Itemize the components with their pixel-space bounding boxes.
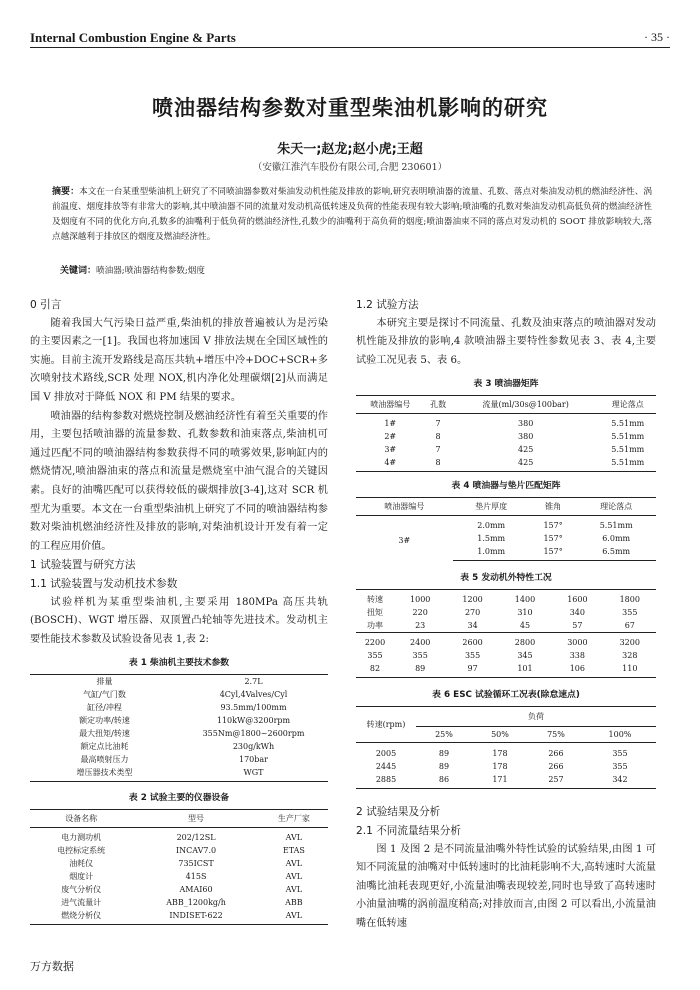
table-row — [356, 414, 656, 431]
table-row — [356, 430, 656, 443]
table-cell: 202/12SL — [176, 833, 216, 843]
table-cell: 86 — [416, 773, 472, 789]
table-cell: INCAV7.0 — [175, 846, 217, 856]
table-cell: 2200 — [356, 633, 394, 650]
journal-name: Internal Combustion Engine & Parts — [30, 30, 236, 45]
table-cell: 3# — [384, 445, 397, 455]
page-number: · 35 · — [644, 30, 670, 44]
table-row — [30, 870, 328, 883]
table-cell: 5.51mm — [611, 432, 645, 442]
table2-caption: 表 2 试验主要的仪器设备 — [128, 793, 230, 804]
table-cell: 110kW@3200rpm — [216, 716, 291, 726]
table-cell: 355Nm@1800~2600rpm — [202, 729, 305, 739]
table-cell: 6.5mm — [576, 545, 656, 561]
subsection-heading: 2.1 不同流量结果分析 — [356, 824, 461, 837]
table-header-cell: 理论落点 — [576, 498, 656, 516]
paragraph: 喷油器的结构参数对燃烧控制及燃油经济性有着至关重要的作用，主要包括喷油器的流量参数、孔数参数和油束落点,柴油机可通过匹配不同的喷油器结构参数获得不同的喷雾效果,影响缸内的燃烧情况,喷油器油束的落点和流量是燃烧室中油气混合的关键因素。良好的油嘴匹配可以获得较低的碳烟排放[3-4],这对 SCR 机型尤为重要。本文在一台重型柴油机上研究了不同的喷油器结构参数对柴油机燃油经济性及排放的影响,对柴油机设计开发有着一定的工程应用价值。 — [30, 410, 328, 552]
table6 — [356, 706, 656, 789]
table-cell: 3000 — [551, 633, 603, 650]
table-header-cell: 喷油器编号 — [356, 396, 424, 414]
table-cell: 266 — [548, 749, 564, 759]
table-cell: AVL — [285, 885, 303, 895]
table-cell: 最大扭矩/转速 — [79, 729, 130, 739]
table-cell: 57 — [572, 621, 583, 631]
table-row — [356, 633, 656, 650]
table-cell: 1200 — [446, 590, 498, 607]
table-cell: 355 — [464, 651, 481, 661]
table-row — [30, 675, 328, 688]
table-cell: 1000 — [394, 590, 446, 607]
table-cell: 157° — [543, 521, 563, 531]
table-row — [356, 773, 656, 789]
table-row — [356, 590, 656, 607]
table-row — [30, 701, 328, 714]
table-row — [30, 753, 328, 766]
abstract-label: 摘要： — [52, 187, 80, 197]
table-header-cell: 锥角 — [530, 498, 577, 516]
table-row — [30, 896, 328, 909]
table-row — [30, 909, 328, 925]
abstract-text: 本文在一台某重型柴油机上研究了不同喷油器参数对柴油发动机性能及排放的影响,研究表明喷油器的流量、孔数、落点对柴油发动机的燃油经济性、涡前温度、烟度排放等有非常大的影响,其中喷油器不同的流量对发动机高低转速及负荷的性能表现有较大影响;喷油嘴的孔数对柴油发动机高低负荷的燃油经济性及烟度有不同的优化方向,孔数多的油嘴利于低负荷的燃油经济性,孔数少的油嘴利于高负荷的烟度;喷油器油束不同的落点对发动机的 SOOT 排放影响较大,落点越深越利于排放区的烟度及燃油经济性。 — [52, 187, 652, 242]
table-header-cell: 25% — [416, 727, 472, 743]
table-cell: 380 — [518, 419, 534, 429]
paragraph: 本研究主要是探讨不同流量、孔数及油束落点的喷油器对发动机性能及排放的影响,4 款喷油器主要特性参数见表 3、表 4,主要试验工况见表 5、表 6。 — [356, 317, 656, 366]
table-row — [356, 743, 656, 761]
left-column — [30, 296, 328, 925]
table-header-cell: 50% — [472, 727, 528, 743]
table-header-cell: 75% — [528, 727, 584, 743]
table-cell: 355 — [612, 762, 628, 772]
table-cell: 415S — [185, 872, 207, 882]
table-cell: 89 — [394, 662, 446, 678]
table-cell: 废气分析仪 — [61, 885, 102, 895]
table-cell: ETAS — [282, 846, 305, 856]
table-cell: 电控标定系统 — [57, 846, 106, 856]
table-header-cell: 转速(rpm) — [356, 707, 416, 743]
table-cell: 增压器技术类型 — [30, 766, 179, 782]
table-cell: 425 — [518, 445, 534, 455]
table-cell: 34 — [467, 621, 478, 631]
table-row — [356, 619, 656, 633]
table-cell: 45 — [519, 621, 531, 631]
table-cell: 1800 — [604, 590, 656, 607]
table-cell: 7 — [435, 445, 441, 455]
table-cell: 310 — [517, 608, 533, 618]
table-cell: 气缸/气门数 — [83, 690, 126, 700]
table-cell: 1.5mm — [477, 534, 506, 544]
table3-caption: 表 3 喷油器矩阵 — [473, 379, 539, 390]
table-cell: 4Cyl,4Valves/Cyl — [219, 690, 288, 700]
table-cell: 排量 — [96, 677, 113, 687]
table-cell: AVL — [285, 872, 303, 882]
table-cell: 2005 — [375, 749, 397, 759]
table-header-cell: 负荷 — [416, 707, 656, 727]
subsection-heading: 1.1 试验装置与发动机技术参数 — [30, 577, 178, 590]
table6-caption: 表 6 ESC 试验循环工况表(除怠速点) — [432, 690, 580, 701]
table-row — [30, 688, 328, 701]
table-cell: AMAI60 — [179, 885, 213, 895]
table-cell: 缸径/冲程 — [87, 703, 122, 713]
table-header-cell: 垫片厚度 — [453, 498, 530, 516]
table-cell: 97 — [446, 662, 498, 678]
table-cell: 170bar — [239, 755, 268, 765]
table-cell: 1.0mm — [453, 545, 530, 561]
table-cell: 2600 — [446, 633, 498, 650]
table-cell: 106 — [551, 662, 603, 678]
table4 — [356, 497, 656, 561]
authors: 朱天一;赵龙;赵小虎;王超 — [277, 142, 423, 157]
table-cell: 1400 — [499, 590, 551, 607]
table-cell: 5.51mm — [599, 521, 633, 531]
table-row — [30, 857, 328, 870]
table-row — [30, 740, 328, 753]
abstract — [52, 185, 652, 245]
table-cell: 338 — [569, 651, 585, 661]
table-cell: 110 — [604, 662, 656, 678]
table-cell: 5.51mm — [600, 456, 656, 472]
table-row — [30, 714, 328, 727]
table2 — [30, 809, 328, 925]
table-cell: 5.51mm — [611, 445, 645, 455]
table-cell: 82 — [356, 662, 394, 678]
table-row — [356, 443, 656, 456]
table-row — [30, 883, 328, 896]
table-cell: 93.5mm/100mm — [220, 703, 287, 713]
table-row — [356, 760, 656, 773]
table-cell: 171 — [472, 773, 528, 789]
table-cell: 2800 — [499, 633, 551, 650]
table-cell: 1600 — [551, 590, 603, 607]
table-row — [356, 606, 656, 619]
table-cell: 3200 — [604, 633, 656, 650]
table-cell: WGT — [179, 766, 328, 782]
running-header — [30, 30, 670, 48]
table-cell: 电力测功机 — [61, 833, 102, 843]
table-cell: 2.7L — [244, 677, 263, 687]
table-cell: 270 — [464, 608, 481, 618]
table-cell: 2445 — [375, 762, 397, 772]
table-row — [30, 766, 328, 782]
table-row-label: 转速 — [356, 590, 394, 607]
affiliation: （安徽江淮汽车股份有限公司,合肥 230601） — [252, 162, 448, 173]
table-header-cell: 孔数 — [424, 396, 451, 414]
table-cell: AVL — [285, 859, 303, 869]
table-cell: 进气流量计 — [61, 898, 102, 908]
table-cell: 7 — [435, 419, 441, 429]
table-cell: 2885 — [356, 773, 416, 789]
table-row — [356, 516, 656, 533]
section-intro-heading: 0 引言 — [30, 299, 62, 311]
table-header-cell: 100% — [584, 727, 656, 743]
table-cell: 6.0mm — [602, 534, 631, 544]
table-cell: 230g/kWh — [232, 742, 275, 752]
table-cell: 2400 — [394, 633, 446, 650]
table4-caption: 表 4 喷油器与垫片匹配矩阵 — [451, 481, 561, 492]
table-header-cell: 生产厂家 — [260, 810, 328, 828]
table-row — [356, 456, 656, 472]
table-cell: 最高喷射压力 — [80, 755, 129, 765]
table-cell: ABB_1200kg/h — [166, 898, 226, 908]
table-cell: 425 — [452, 456, 600, 472]
table-row — [356, 707, 656, 727]
table-header-cell: 流量(ml/30s@100bar) — [452, 396, 600, 414]
table-row — [30, 844, 328, 857]
table1-caption: 表 1 柴油机主要技术参数 — [128, 658, 230, 669]
table-cell: 油耗仪 — [69, 859, 94, 869]
table-cell: 328 — [622, 651, 638, 661]
table-cell: 355 — [412, 651, 428, 661]
keywords-label: 关键词： — [60, 266, 97, 276]
section-heading: 1 试验装置与研究方法 — [30, 559, 136, 572]
table-cell: 额定功率/转速 — [79, 716, 130, 726]
table-cell: 2# — [384, 432, 397, 442]
table-cell: 23 — [415, 621, 426, 631]
table-cell: ABB — [285, 898, 303, 908]
table-cell: 345 — [517, 651, 533, 661]
table-cell: 220 — [412, 608, 428, 618]
keywords — [60, 263, 650, 276]
table-cell: 2.0mm — [477, 521, 506, 531]
table-header-cell: 理论落点 — [600, 396, 656, 414]
table-cell: 烟度计 — [69, 872, 94, 882]
table5 — [356, 589, 656, 678]
section-heading: 2 试验结果及分析 — [356, 806, 441, 819]
table-row — [30, 828, 328, 845]
table-cell: 266 — [548, 762, 564, 772]
table-cell: 342 — [584, 773, 656, 789]
table-cell: 178 — [492, 762, 508, 772]
table-cell: 355 — [622, 608, 638, 618]
paragraph: 试验样机为某重型柴油机,主要采用 180MPa 高压共轨(BOSCH)、WGT 增压器、双顶置凸轮轴等先进技术。发动机主要性能技术参数及试验设备见表 1,表 2: — [30, 596, 328, 645]
table-cell: 89 — [438, 749, 450, 759]
table-row — [356, 662, 656, 678]
table-cell: 355 — [367, 651, 383, 661]
table-cell: 1# — [384, 419, 397, 429]
table1 — [30, 674, 328, 782]
table-cell: 5.51mm — [611, 419, 645, 429]
table-cell: 8 — [424, 456, 451, 472]
table-header-cell: 设备名称 — [30, 810, 132, 828]
table-header-cell: 喷油器编号 — [356, 498, 453, 516]
table-cell: AVL — [285, 833, 303, 843]
table3 — [356, 395, 656, 472]
table5-caption: 表 5 发动机外特性工况 — [460, 573, 552, 584]
table-cell: 3# — [398, 535, 411, 545]
table-cell: INDISET-622 — [132, 909, 259, 925]
table-cell: 380 — [518, 432, 534, 442]
table-cell: 157° — [543, 534, 563, 544]
table-cell: 735ICST — [178, 859, 214, 869]
table-cell: 178 — [492, 749, 508, 759]
table-row — [356, 649, 656, 662]
table-row — [30, 727, 328, 740]
table-cell: 257 — [528, 773, 584, 789]
table-cell: 340 — [569, 608, 585, 618]
footer-watermark: 万方数据 — [30, 960, 74, 973]
paragraph: 随着我国大气污染日益严重,柴油机的排放普遍被认为是污染的主要因素之一[1]。我国也将加速国 V 排放法规在全国区域性的实施。目前主流开发路线是高压共轨+增压中冷+DOC+SCR+多次喷射技术路线,SCR 处理 NOX,机内净化处理碳烟[2]从而满足国 V 排放对于降低 NOX 和 PM 结果的要求。 — [30, 317, 328, 403]
table-cell: 101 — [499, 662, 551, 678]
table-cell: AVL — [260, 909, 328, 925]
table-cell: 燃烧分析仪 — [30, 909, 132, 925]
table-cell: 157° — [530, 545, 577, 561]
table-cell: 额定点比油耗 — [80, 742, 129, 752]
keywords-text: 喷油器;喷油器结构参数;烟度 — [96, 266, 205, 276]
right-column — [356, 296, 656, 934]
table-cell: 67 — [624, 621, 635, 631]
paragraph: 图 1 及图 2 是不同流量油嘴外特性试验的试验结果,由图 1 可知不同流量的油嘴对中低转速时的比油耗影响不大,高转速时大流量油嘴比油耗表现更好,小流量油嘴表现较差,同时也导致了高转速时小油量油嘴的涡前温度稍高;对排放而言,由图 2 可以看出,小流量油嘴在低转速 — [356, 843, 656, 929]
table-cell: 8 — [435, 432, 441, 442]
subsection-heading: 1.2 试验方法 — [356, 299, 419, 311]
table-cell: 4# — [356, 456, 424, 472]
table-row-label: 功率 — [367, 621, 383, 631]
table-row-label: 扭矩 — [367, 608, 383, 618]
paper-title: 喷油器结构参数对重型柴油机影响的研究 — [152, 96, 548, 120]
table-cell: 355 — [612, 749, 628, 759]
table-cell: 89 — [438, 762, 450, 772]
table-header-cell: 型号 — [132, 810, 259, 828]
